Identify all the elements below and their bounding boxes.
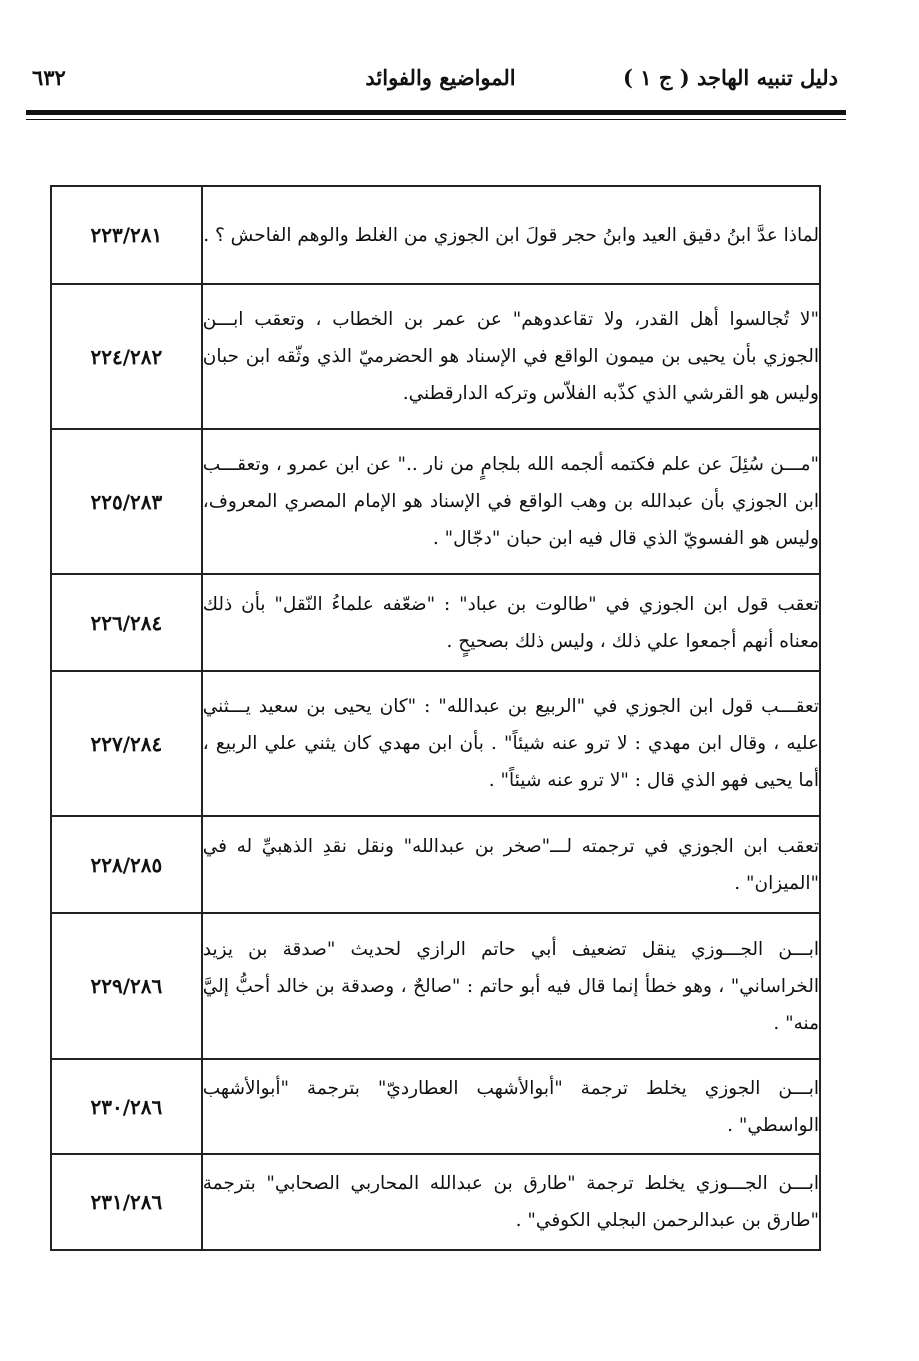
reference-number: ٢٢٣/٢٨١ — [51, 186, 202, 284]
header-rule-thick — [26, 110, 846, 115]
header-rule-thin — [26, 119, 846, 120]
topic-text: لماذا عدَّ ابنُ دقيق العيد وابنُ حجر قولَ ابن الجوزي من الغلط والوهم الفاحش ؟ . — [202, 186, 820, 284]
topic-text: تعقب قول ابن الجوزي في "طالوت بن عباد" : "ضعّفه علماءُ النّقل" بأن ذلك معناه أنهم أجمعوا علي ذلك ، وليس ذلك بصحيحٍ . — [202, 574, 820, 671]
reference-number: ٢٢٦/٢٨٤ — [51, 574, 202, 671]
reference-number: ٢٢٧/٢٨٤ — [51, 671, 202, 816]
topic-text: تعقب ابن الجوزي في ترجمته لـــ"صخر بن عبدالله" ونقل نقدِ الذهبيِّ له في "الميزان" . — [202, 816, 820, 913]
topic-text: ابـــن الجـــوزي ينقل تضعيف أبي حاتم الرازي لحديث "صدقة بن يزيد الخراساني" ، وهو خطأ إنما قال فيه أبو حاتم : "صالحٌ ، وصدقة بن خالد أحبُّ إليَّ منه" . — [202, 913, 820, 1059]
reference-number: ٢٣١/٢٨٦ — [51, 1154, 202, 1250]
table-row — [51, 913, 820, 1059]
reference-number: ٢٢٨/٢٨٥ — [51, 816, 202, 913]
topic-text: تعقـــب قول ابن الجوزي في "الربيع بن عبدالله" : "كان يحيى بن سعيد يـــثني عليه ، وقال ابن مهدي : لا ترو عنه شيئاً" . بأن ابن مهدي كان يثني علي الربيع ، أما يحيى فهو الذي قال : "لا ترو عنه شيئاً" . — [202, 671, 820, 816]
reference-number: ٢٢٥/٢٨٣ — [51, 429, 202, 574]
reference-number: ٢٢٩/٢٨٦ — [51, 913, 202, 1059]
topic-text: ابـــن الجـــوزي يخلط ترجمة "طارق بن عبدالله المحاربي الصحابي" بترجمة "طارق بن عبدالرحمن البجلي الكوفي" . — [202, 1154, 820, 1250]
table-row — [51, 574, 820, 671]
table-row — [51, 816, 820, 913]
topic-text: "لا تُجالسوا أهل القدر، ولا تقاعدوهم" عن عمر بن الخطاب ، وتعقب ابـــن الجوزي بأن يحيى بن ميمون الواقع في الإسناد هو الحضرميّ الذي وثّقه ابن حبان وليس هو القرشي الذي كذّبه الفلاّس وتركه الدارقطني. — [202, 284, 820, 429]
topics-table — [50, 185, 821, 1251]
table-row — [51, 429, 820, 574]
topic-text: "مـــن سُئِلَ عن علم فكتمه ألجمه الله بلجامٍ من نار .." عن ابن عمرو ، وتعقـــب ابن الجوزي بأن عبدالله بن وهب الواقع في الإسناد هو الإمام المصري المعروف، وليس هو الفسويّ الذي قال فيه ابن حبان "دجّال" . — [202, 429, 820, 574]
table-row — [51, 1059, 820, 1154]
page-header — [28, 58, 838, 98]
table-row — [51, 671, 820, 816]
reference-number: ٢٢٤/٢٨٢ — [51, 284, 202, 429]
table-row — [51, 1154, 820, 1250]
section-title: المواضيع والفوائد — [365, 65, 516, 90]
running-title: دليل تنبيه الهاجد ( ج ١ ) — [623, 65, 838, 90]
table-row — [51, 186, 820, 284]
topic-text: ابـــن الجوزي يخلط ترجمة "أبوالأشهب العطارديّ" بترجمة "أبوالأشهب الواسطي" . — [202, 1059, 820, 1154]
reference-number: ٢٣٠/٢٨٦ — [51, 1059, 202, 1154]
table-row — [51, 284, 820, 429]
page-number: ٦٣٢ — [32, 65, 66, 90]
